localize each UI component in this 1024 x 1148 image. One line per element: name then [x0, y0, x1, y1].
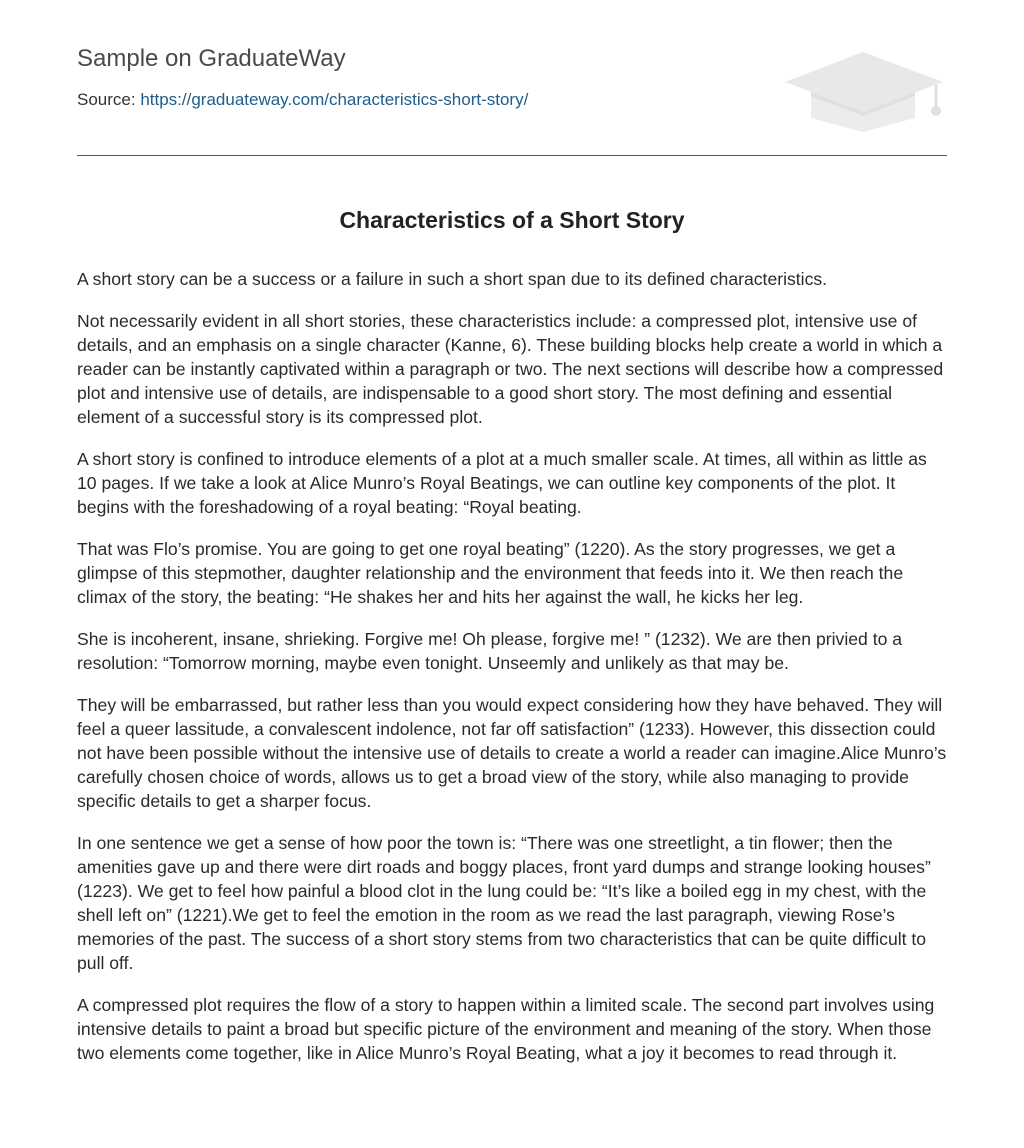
graduation-cap-icon	[781, 32, 947, 132]
site-title: Sample on GraduateWay	[77, 45, 346, 72]
page-header	[77, 0, 947, 156]
paragraph: Not necessarily evident in all short stories, these characteristics include: a compressed plot, intensive use of details, and an emphasis on a single character (Kanne, 6). These building blocks help create a world in which a reader can be instantly captivated within a paragraph or two. The next sections will describe how a compressed plot and intensive use of details, are indispensable to a good short story. The most defining and essential element of a successful story is its compressed plot.	[77, 311, 944, 427]
paragraph: In one sentence we get a sense of how poor the town is: “There was one streetlight, a tin flower; then the amenities gave up and there were dirt roads and boggy places, front yard dumps and strange looking houses” (1223). We get to feel how painful a blood clot in the lung could be: “It’s like a boiled egg in my chest, with the shell left on” (1221).We get to feel the emotion in the room as we read the last paragraph, viewing Rose’s memories of the past. The success of a short story stems from two characteristics that can be quite difficult to pull off.	[77, 833, 931, 973]
document-body	[77, 267, 949, 1083]
source-line	[77, 89, 528, 111]
paragraph: A compressed plot requires the flow of a story to happen within a limited scale. The second part involves using intensive details to paint a broad but specific picture of the environment and meaning of the story. When those two elements come together, like in Alice Munro’s Royal Beating, what a joy it becomes to read through it.	[77, 995, 935, 1063]
source-link[interactable]: https://graduateway.com/characteristics-short-story/	[140, 90, 529, 109]
paragraph: A short story is confined to introduce elements of a plot at a much smaller scale. At times, all within as little as 10 pages. If we take a look at Alice Munro’s Royal Beatings, we can outline key components of the plot. It begins with the foreshadowing of a royal beating: “Royal beating.	[77, 449, 927, 517]
document-title: Characteristics of a Short Story	[339, 207, 685, 233]
header-divider	[77, 155, 947, 156]
paragraph: A short story can be a success or a failure in such a short span due to its defined characteristics.	[77, 269, 828, 289]
paragraph: That was Flo’s promise. You are going to get one royal beating” (1220). As the story progresses, we get a glimpse of this stepmother, daughter relationship and the environment that feeds into it. We then reach the climax of the story, the beating: “He shakes her and hits her against the wall, he kicks her leg.	[77, 539, 904, 607]
paragraph: She is incoherent, insane, shrieking. Forgive me! Oh please, forgive me! ” (1232). We are then privied to a resolution: “Tomorrow morning, maybe even tonight. Unseemly and unlikely as that may be.	[77, 629, 903, 673]
source-label: Source:	[77, 90, 141, 109]
paragraph: They will be embarrassed, but rather less than you would expect considering how they have behaved. They will feel a queer lassitude, a convalescent indolence, not far off satisfaction” (1233). However, this dissection could not have been possible without the intensive use of details to create a world a reader can imagine.Alice Munro’s carefully chosen choice of words, allows us to get a broad view of the story, while also managing to provide specific details to get a sharper focus.	[77, 695, 947, 811]
